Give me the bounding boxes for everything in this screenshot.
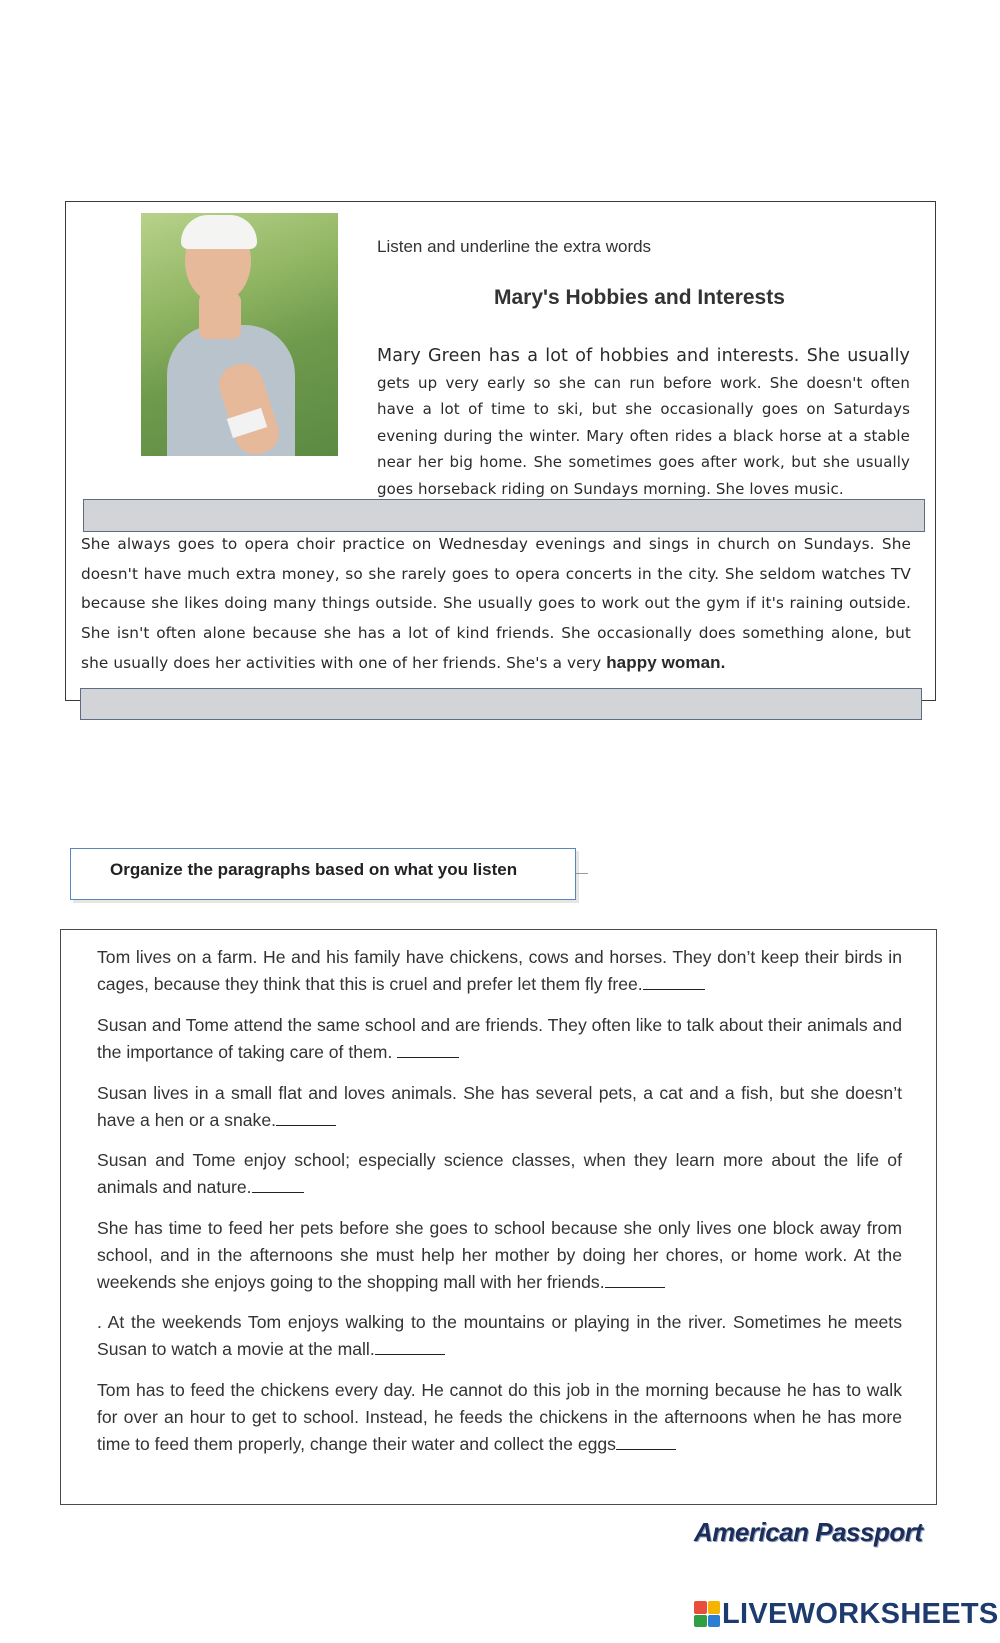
paragraph-text: . At the weekends Tom enjoys walking to the mountains or playing in the river. Sometimes he meets Susan to watch a movie at the mall. xyxy=(97,1312,902,1359)
paragraph-bottom-text: She always goes to opera choir practice on Wednesday evenings and sings in church on Sundays. She doesn't have much extra money, so she rarely goes to opera concerts in the city. She seldom watches TV because she likes doing many things outside. She usually goes to work out the gym if it's raining outside. She isn't often alone because she has a lot of kind friends. She occasionally does something alone, but she usually does her activities with one of her friends. She's a very xyxy=(81,535,911,673)
paragraph-text: Tom has to feed the chickens every day. He cannot do this job in the morning because he has to walk for over an hour to get to school. Instead, he feeds the chickens in the afternoons when he has more time to feed them properly, change their water and collect the eggs xyxy=(97,1380,902,1454)
reading-paragraph-top[interactable] xyxy=(377,343,910,502)
brand-logo: American Passport xyxy=(694,1517,923,1547)
logo-square xyxy=(708,1615,721,1628)
paragraph-text: Susan lives in a small flat and loves animals. She has several pets, a cat and a fish, but she doesn’t have a hen or a snake. xyxy=(97,1083,902,1130)
paragraph-item xyxy=(97,1012,902,1066)
woman-jogging-photo xyxy=(141,213,338,456)
paragraph-item xyxy=(97,1215,902,1296)
paragraph-lead: Mary Green has a lot of hobbies and interests. She usually xyxy=(377,346,910,366)
answer-blank[interactable] xyxy=(276,1111,336,1126)
paragraph-top-rest: gets up very early so she can run before work. She doesn't often have a lot of time to ski, but she occasionally goes on Saturdays evening during the winter. Mary often rides a black horse at a stable near her big home. She sometimes goes after work, but she usually goes horseback riding on Sundays morning. She loves music. xyxy=(377,373,910,498)
paragraph-item xyxy=(97,1309,902,1363)
answer-bar-2[interactable] xyxy=(80,688,922,720)
liveworksheets-icon xyxy=(694,1601,720,1627)
answer-blank[interactable] xyxy=(643,975,705,990)
paragraph-bottom-end: happy woman. xyxy=(606,653,726,673)
paragraph-text: She has time to feed her pets before she goes to school because she only lives one block away from school, and in the afternoons she must help her mother by doing her chores, or home work. At the weekends she enjoys going to the shopping mall with her friends. xyxy=(97,1218,902,1292)
logo-square xyxy=(694,1601,707,1614)
answer-blank[interactable] xyxy=(375,1340,445,1355)
liveworksheets-wordmark: LIVEWORKSHEETS xyxy=(722,1597,999,1630)
paragraph-text: Susan and Tome enjoy school; especially science classes, when they learn more about the life of animals and nature. xyxy=(97,1150,902,1197)
logo-square xyxy=(694,1615,707,1628)
instruction-box-tick xyxy=(576,873,588,874)
paragraph-text: Susan and Tome attend the same school and are friends. They often like to talk about their animals and the importance of taking care of them. xyxy=(97,1015,902,1062)
answer-blank[interactable] xyxy=(605,1273,665,1288)
answer-bar-1[interactable] xyxy=(83,499,925,532)
reading-paragraph-bottom[interactable] xyxy=(81,530,911,679)
exercise2-instruction: Organize the paragraphs based on what you listen xyxy=(110,860,518,879)
paragraph-item xyxy=(97,1147,902,1201)
liveworksheets-logo[interactable] xyxy=(694,1594,999,1634)
logo-square xyxy=(708,1601,721,1614)
paragraph-item xyxy=(97,944,902,998)
exercise1-title: Mary's Hobbies and Interests xyxy=(494,286,785,309)
answer-blank[interactable] xyxy=(252,1178,304,1193)
paragraph-item xyxy=(97,1377,902,1458)
answer-blank[interactable] xyxy=(616,1435,676,1450)
answer-blank[interactable] xyxy=(397,1043,459,1058)
exercise1-instruction: Listen and underline the extra words xyxy=(377,237,652,256)
paragraph-item xyxy=(97,1080,902,1134)
paragraph-text: Tom lives on a farm. He and his family have chickens, cows and horses. They don’t keep their birds in cages, because they think that this is cruel and prefer let them fly free. xyxy=(97,947,902,994)
